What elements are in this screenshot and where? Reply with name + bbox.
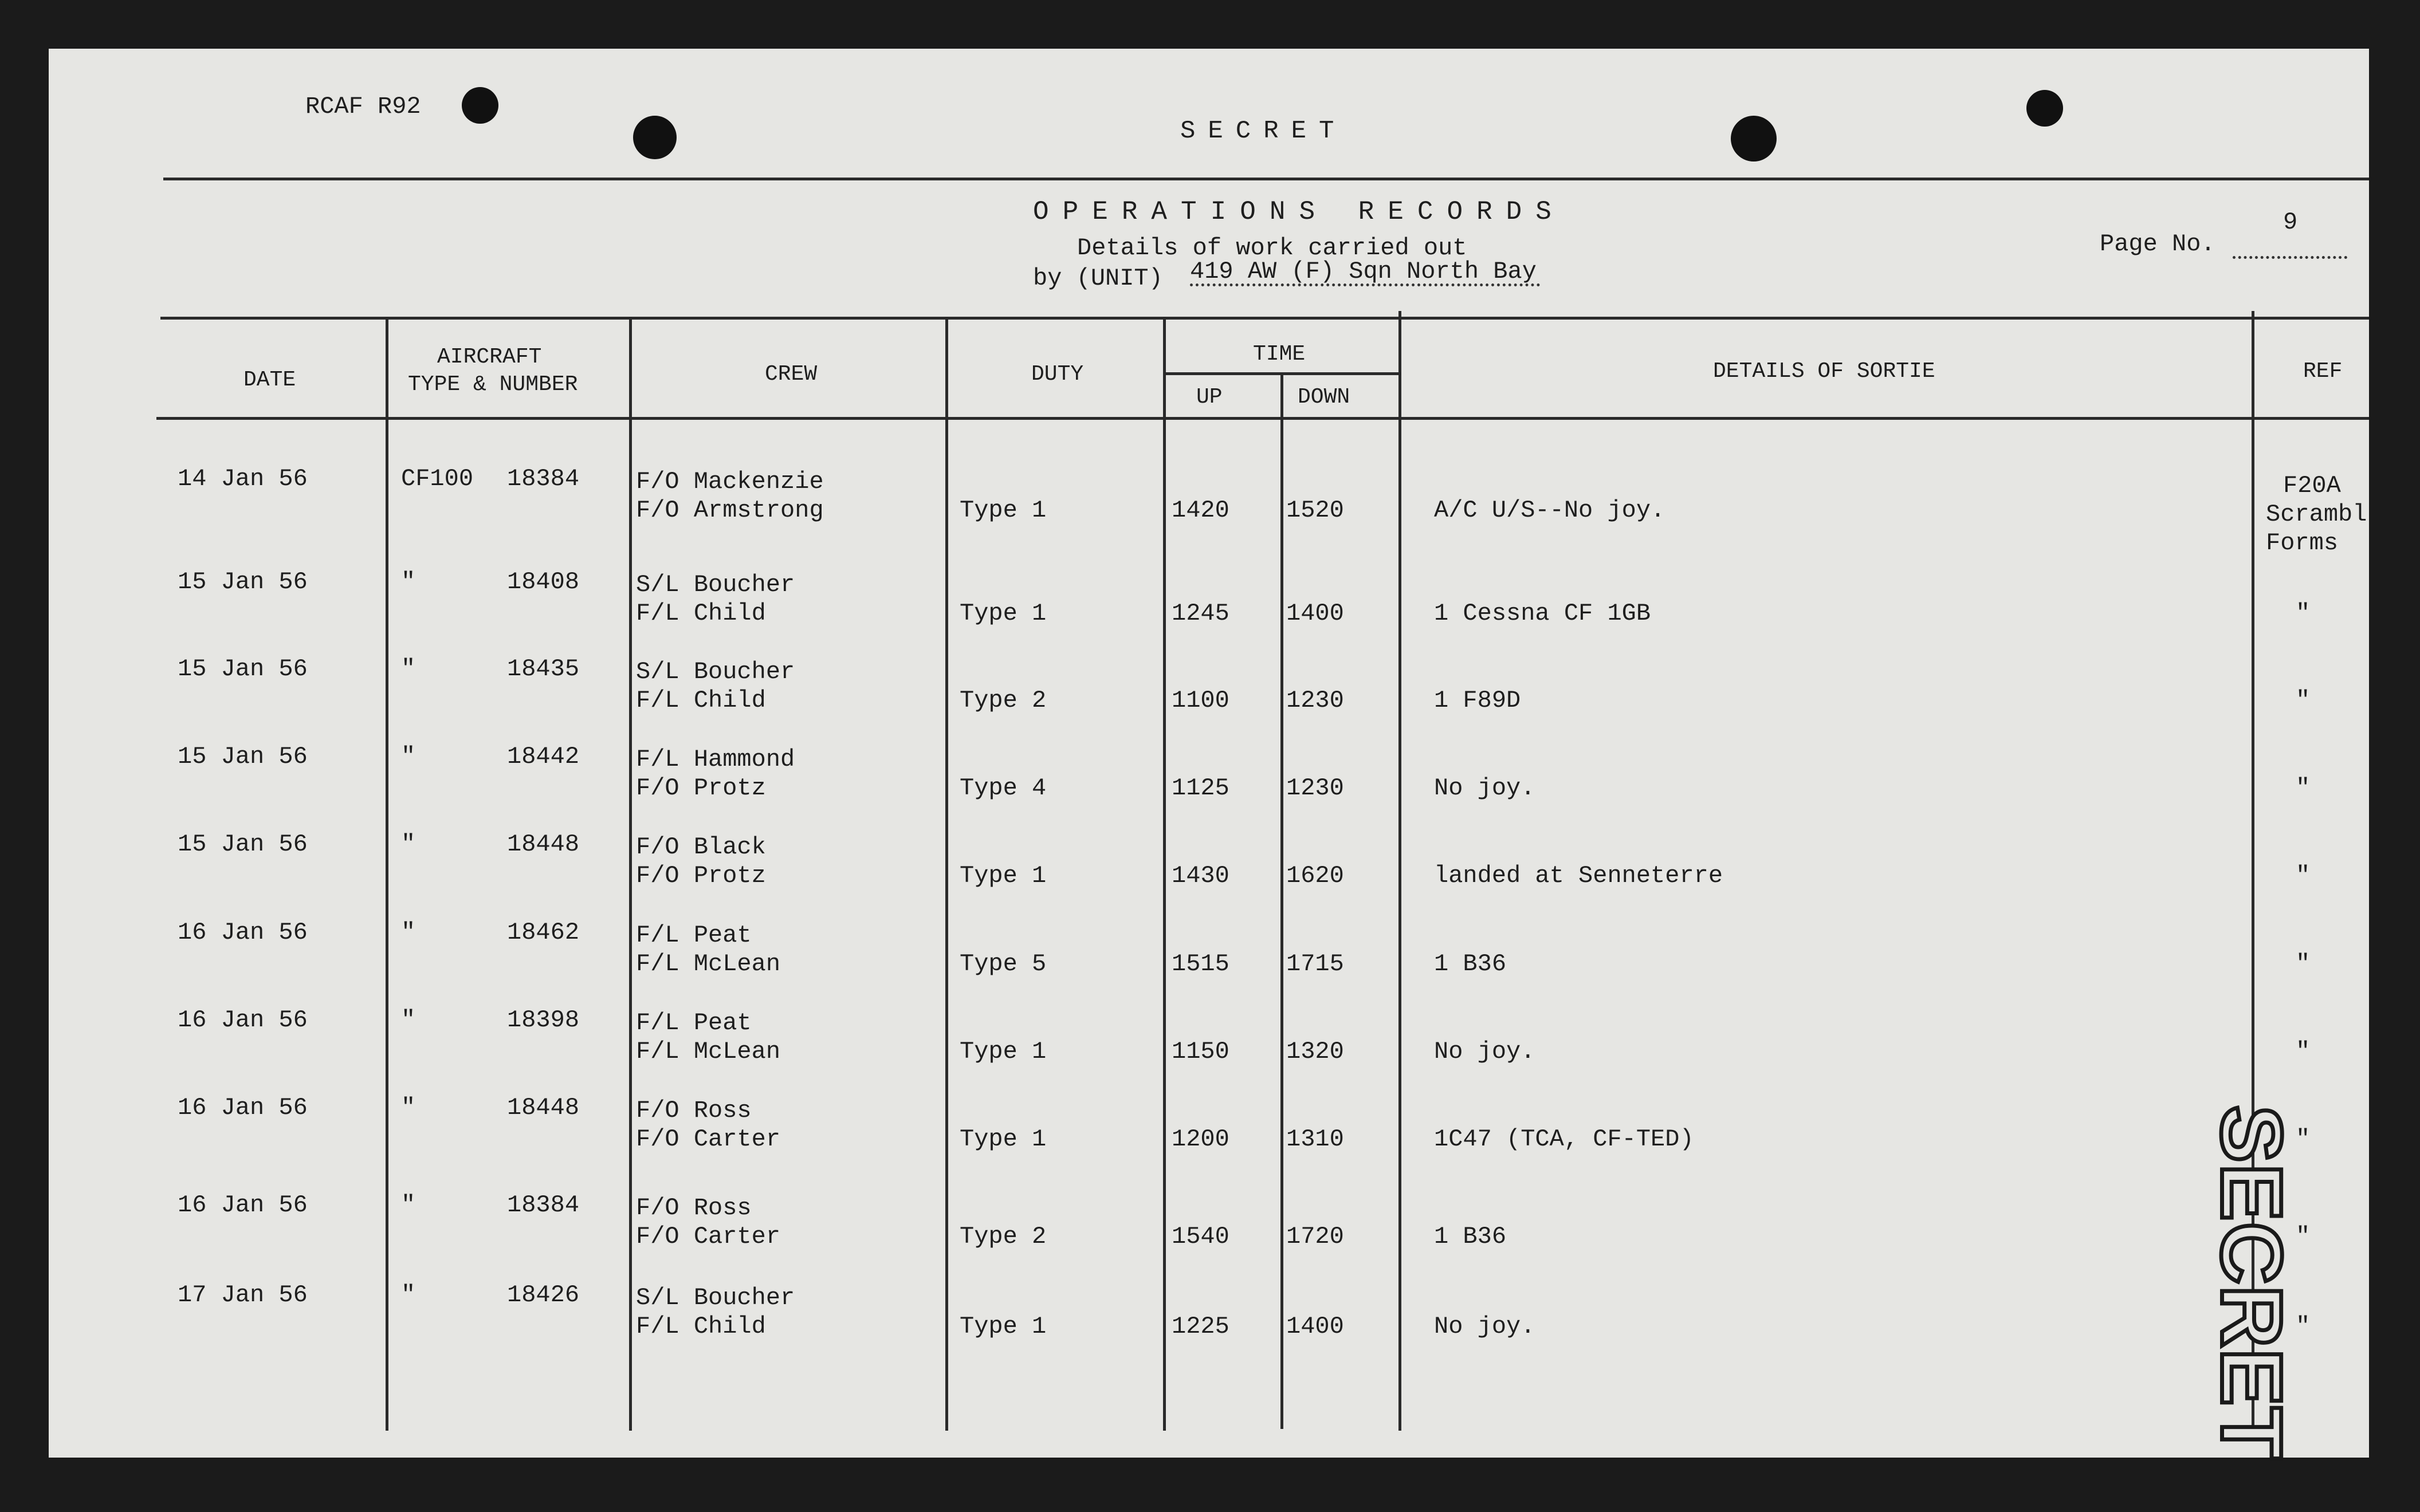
cell-date: 15 Jan 56: [178, 743, 308, 770]
cell-date: 15 Jan 56: [178, 655, 308, 683]
cell-time-down: 1400: [1286, 600, 1344, 627]
col-divider: [629, 317, 632, 1431]
punch-hole: [633, 116, 677, 159]
cell-date: 15 Jan 56: [178, 830, 308, 858]
cell-crew-1: F/L Peat: [636, 922, 752, 949]
col-header-up: UP: [1196, 385, 1223, 410]
col-header-aircraft-type: TYPE & NUMBER: [408, 372, 578, 397]
col-header-date: DATE: [243, 368, 296, 392]
cell-ref: ": [2296, 1223, 2311, 1250]
cell-time-up: 1150: [1172, 1038, 1229, 1065]
cell-date: 16 Jan 56: [178, 919, 308, 946]
punch-hole: [462, 87, 498, 124]
cell-duty: Type 1: [960, 497, 1047, 524]
cell-date: 16 Jan 56: [178, 1191, 308, 1219]
cell-aircraft-number: 18448: [507, 830, 580, 858]
cell-duty: Type 1: [960, 1313, 1047, 1340]
cell-time-up: 1100: [1172, 687, 1229, 714]
form-subtitle: Details of work carried out: [1077, 234, 1467, 262]
cell-crew-2: F/O Carter: [636, 1125, 781, 1153]
cell-aircraft-type: CF100: [401, 465, 474, 493]
cell-crew-2: F/L Child: [636, 1313, 766, 1340]
cell-time-down: 1320: [1286, 1038, 1344, 1065]
col-divider: [386, 317, 388, 1431]
form-title: OPERATIONS RECORDS: [1033, 197, 1565, 227]
cell-details: 1 Cessna CF 1GB: [1434, 600, 1651, 627]
cell-time-up: 1430: [1172, 862, 1229, 889]
cell-crew-2: F/O Protz: [636, 862, 766, 889]
cell-ref: ": [2296, 862, 2311, 889]
cell-crew-2: F/L McLean: [636, 950, 781, 978]
cell-duty: Type 1: [960, 1038, 1047, 1065]
cell-details: 1C47 (TCA, CF-TED): [1434, 1125, 1694, 1153]
cell-aircraft-type: ": [401, 1094, 416, 1121]
cell-aircraft-number: 18426: [507, 1281, 580, 1309]
cell-duty: Type 4: [960, 774, 1047, 802]
cell-time-up: 1245: [1172, 600, 1229, 627]
cell-crew-1: S/L Boucher: [636, 1284, 795, 1312]
cell-date: 16 Jan 56: [178, 1094, 308, 1121]
cell-time-up: 1420: [1172, 497, 1229, 524]
cell-date: 15 Jan 56: [178, 568, 308, 596]
cell-time-down: 1520: [1286, 497, 1344, 524]
cell-details: 1 B36: [1434, 1223, 1507, 1250]
secret-stamp-text: SECRET: [2203, 1105, 2300, 1461]
cell-aircraft-type: ": [401, 655, 416, 683]
cell-ref: ": [2296, 950, 2311, 978]
cell-ref: ": [2296, 1125, 2311, 1153]
col-header-details: DETAILS OF SORTIE: [1713, 359, 1935, 384]
unit-label: by (UNIT): [1033, 265, 1163, 292]
cell-aircraft-number: 18442: [507, 743, 580, 770]
cell-ref: ": [2296, 1313, 2311, 1340]
cell-aircraft-number: 18448: [507, 1094, 580, 1121]
punch-hole: [2026, 90, 2063, 127]
cell-duty: Type 1: [960, 862, 1047, 889]
cell-details: No joy.: [1434, 1313, 1535, 1340]
cell-crew-2: F/O Protz: [636, 774, 766, 802]
cell-time-up: 1225: [1172, 1313, 1229, 1340]
form-code: RCAF R92: [305, 93, 421, 120]
cell-ref: ": [2296, 600, 2311, 627]
cell-aircraft-number: 18462: [507, 919, 580, 946]
cell-aircraft-type: ": [401, 1191, 416, 1219]
cell-aircraft-number: 18384: [507, 1191, 580, 1219]
punch-hole: [1731, 116, 1777, 162]
table-header-rule: [156, 417, 2369, 420]
cell-time-down: 1310: [1286, 1125, 1344, 1153]
cell-time-down: 1620: [1286, 862, 1344, 889]
cell-crew-2: F/O Carter: [636, 1223, 781, 1250]
cell-crew-2: F/L McLean: [636, 1038, 781, 1065]
cell-time-up: 1515: [1172, 950, 1229, 978]
col-header-duty: DUTY: [1031, 362, 1084, 387]
cell-time-down: 1230: [1286, 687, 1344, 714]
cell-crew-1: S/L Boucher: [636, 571, 795, 598]
classification-header: SECRET: [1180, 117, 1347, 145]
cell-date: 14 Jan 56: [178, 465, 308, 493]
col-header-aircraft: AIRCRAFT: [437, 345, 542, 369]
cell-crew-2: F/O Armstrong: [636, 497, 824, 524]
cell-ref: Scrambl: [2266, 501, 2367, 528]
cell-time-down: 1720: [1286, 1223, 1344, 1250]
unit-value: 419 AW (F) Sqn North Bay: [1190, 259, 1540, 286]
record-sheet: [49, 49, 2369, 1461]
cell-crew-2: F/L Child: [636, 687, 766, 714]
col-header-time: TIME: [1253, 342, 1306, 367]
cell-crew-1: F/O Ross: [636, 1097, 752, 1124]
cell-aircraft-number: 18435: [507, 655, 580, 683]
cell-ref: ": [2296, 774, 2311, 802]
cell-crew-1: F/O Mackenzie: [636, 468, 824, 495]
cell-time-up: 1200: [1172, 1125, 1229, 1153]
col-divider: [1163, 317, 1166, 1431]
cell-date: 17 Jan 56: [178, 1281, 308, 1309]
cell-details: No joy.: [1434, 774, 1535, 802]
cell-aircraft-type: ": [401, 568, 416, 596]
cell-aircraft-number: 18398: [507, 1006, 580, 1034]
cell-crew-1: F/L Hammond: [636, 746, 795, 773]
cell-ref: ": [2296, 687, 2311, 714]
col-divider: [945, 317, 948, 1431]
cell-time-up: 1125: [1172, 774, 1229, 802]
col-divider: [1398, 311, 1401, 1431]
cell-duty: Type 1: [960, 1125, 1047, 1153]
cell-aircraft-type: ": [401, 830, 416, 858]
cell-aircraft-type: ": [401, 919, 416, 946]
cell-crew-1: F/O Black: [636, 833, 766, 861]
cell-details: 1 F89D: [1434, 687, 1521, 714]
cell-time-up: 1540: [1172, 1223, 1229, 1250]
cell-aircraft-type: ": [401, 1006, 416, 1034]
cell-ref: F20A: [2283, 472, 2341, 499]
cell-details: landed at Senneterre: [1434, 862, 1723, 889]
cell-crew-1: F/O Ross: [636, 1194, 752, 1222]
cell-date: 16 Jan 56: [178, 1006, 308, 1034]
cell-duty: Type 1: [960, 600, 1047, 627]
col-header-crew: CREW: [765, 362, 818, 387]
cell-aircraft-number: 18384: [507, 465, 580, 493]
cell-crew-2: F/L Child: [636, 600, 766, 627]
cell-aircraft-type: ": [401, 743, 416, 770]
cell-details: A/C U/S--No joy.: [1434, 497, 1665, 524]
cell-aircraft-number: 18408: [507, 568, 580, 596]
cell-crew-1: S/L Boucher: [636, 658, 795, 686]
cell-time-down: 1230: [1286, 774, 1344, 802]
header-rule: [163, 178, 2369, 180]
col-divider: [1280, 372, 1283, 1429]
cell-aircraft-type: ": [401, 1281, 416, 1309]
page-number: 9: [2283, 208, 2298, 236]
cell-duty: Type 5: [960, 950, 1047, 978]
cell-details: No joy.: [1434, 1038, 1535, 1065]
secret-stamp: [2203, 1105, 2300, 1461]
cell-time-down: 1400: [1286, 1313, 1344, 1340]
cell-duty: Type 2: [960, 1223, 1047, 1250]
cell-ref: Forms: [2266, 529, 2339, 557]
table-top-rule: [160, 317, 2369, 320]
cell-duty: Type 2: [960, 687, 1047, 714]
cell-details: 1 B36: [1434, 950, 1507, 978]
cell-time-down: 1715: [1286, 950, 1344, 978]
col-header-down: DOWN: [1298, 385, 1350, 410]
cell-crew-1: F/L Peat: [636, 1009, 752, 1037]
cell-ref: ": [2296, 1038, 2311, 1065]
page-label: Page No.: [2100, 230, 2215, 258]
col-header-ref: REF: [2303, 359, 2343, 384]
page-number-field: [2233, 232, 2347, 259]
